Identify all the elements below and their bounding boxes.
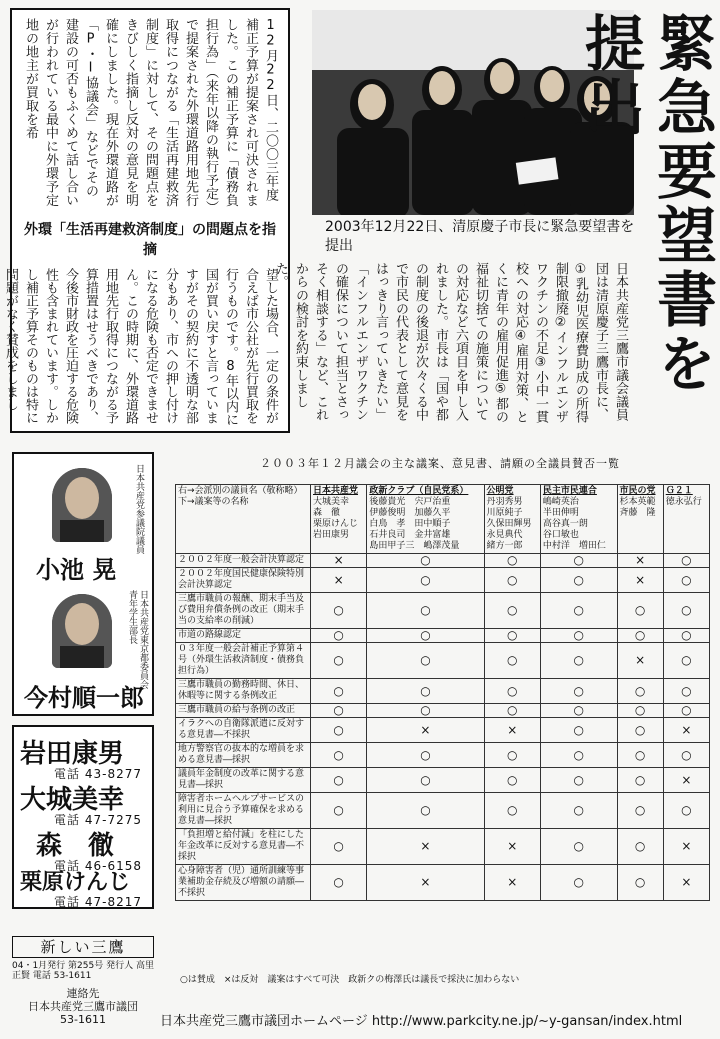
vote-cell: ○ [311,704,367,718]
footer-homepage: 日本共産党三鷹市議団ホームページ http://www.parkcity.ne.jp/~y-gansan/index.html [160,1014,683,1029]
bill-name: ２００２年度国民健康保険特別会計決算認定 [176,568,311,593]
vote-cell: × [663,718,709,743]
table-row [176,829,710,865]
vote-cell: × [367,718,484,743]
party-members: 大城美幸 森 徹 栗原けんじ 岩田康男 [313,497,359,540]
party-name: 市民の党 [619,486,656,496]
table-row [176,593,710,629]
party-members: 徳永弘行 [665,497,702,507]
vote-cell: ○ [484,568,540,593]
vote-cell: × [617,643,663,679]
vote-cell: ○ [311,718,367,743]
bill-name: 市道の路線認定 [176,629,311,643]
member-tel: 電話 46-6158 [54,859,142,873]
vote-cell: ○ [367,593,484,629]
party-column-header [311,485,367,554]
bill-name: ２００２年度一般会計決算認定 [176,554,311,568]
table-legend: ○は賛成 ×は反対 議案はすべて可決 政新クの梅澤氏は議長で採決に加わらない [180,975,520,985]
vote-cell: ○ [367,643,484,679]
vote-cell: ○ [540,568,617,593]
vote-cell: × [311,568,367,593]
vote-cell: ○ [663,554,709,568]
table-title: ２００３年１２月議会の主な議案、意見書、請願の全議員賛否一覧 [260,457,620,470]
vote-cell: ○ [540,743,617,768]
member-name: 森 徹 [36,831,115,861]
members-box [12,725,154,909]
party-name: 公明党 [486,486,514,496]
vote-cell: ○ [367,768,484,793]
bill-name: 三鷹市職員の給与条例の改正 [176,704,311,718]
vote-cell: × [617,568,663,593]
vote-cell: ○ [367,793,484,829]
party-column-header [617,485,663,554]
vote-cell: ○ [540,793,617,829]
party-members: 丹羽秀男 川原純子 久保田輝男 永見典代 緒方一郎 [486,497,532,551]
vote-cell: ○ [617,793,663,829]
member-name: 大城美幸 [20,785,125,815]
vote-cell: ○ [484,643,540,679]
vote-cell: ○ [484,679,540,704]
member-name: 岩田康男 [20,739,125,769]
vote-cell: ○ [540,554,617,568]
issue-info: 04・1月発行 第255号 発行人 高里正賢 電話 53-1611 [12,961,154,981]
vote-cell: × [311,554,367,568]
vote-cell: ○ [663,793,709,829]
bill-name: 障害者ホームヘルプサービスの利用に見合う予算確保を求める意見書―採択 [176,793,311,829]
party-column-header [663,485,709,554]
vote-cell: ○ [311,643,367,679]
vote-cell: × [617,554,663,568]
vote-cell: ○ [311,865,367,901]
vote-cell: ○ [540,718,617,743]
table-row [176,679,710,704]
vote-cell: ○ [663,643,709,679]
table-header-row [176,485,710,554]
table-row [176,568,710,593]
bill-name: イラクへの自衛隊派遣に反対する意見書―不採択 [176,718,311,743]
party-members: 杉本英範 斉藤 隆 [619,497,656,518]
member-name: 栗原けんじ [20,869,131,895]
table-row [176,704,710,718]
vote-cell: ○ [617,768,663,793]
candidate-name: 小池 晃 [36,556,117,584]
table-row [176,768,710,793]
party-members: 嶋崎英治 半田伸明 高谷真一朗 谷口敏也 中村洋 増田仁 [542,497,606,551]
vote-cell: ○ [617,593,663,629]
vote-cell: ○ [540,679,617,704]
bill-name: 三鷹市職員の報酬、期末手当及び費用弁償条例の改正（期末手当の支給率の削減） [176,593,311,629]
table-row [176,793,710,829]
vote-cell: ○ [367,629,484,643]
candidate-title: 日本共産党東京都委員会青年学生部長 [127,590,148,689]
member-tel: 電話 43-8277 [54,767,142,781]
vote-cell: × [663,768,709,793]
vote-cell: ○ [311,593,367,629]
vote-cell: ○ [617,829,663,865]
vote-cell: ○ [663,704,709,718]
vote-cell: ○ [311,679,367,704]
bill-name: 三鷹市職員の勤務時間、休日、休暇等に関する条例改正 [176,679,311,704]
party-column-header [540,485,617,554]
vote-cell: ○ [311,629,367,643]
table-row [176,865,710,901]
vote-cell: ○ [540,593,617,629]
vote-cell: × [367,829,484,865]
vote-cell: ○ [540,829,617,865]
vote-cell: ○ [311,829,367,865]
vote-cell: ○ [663,593,709,629]
vote-cell: ○ [617,743,663,768]
vote-cell: ○ [484,593,540,629]
table-row [176,718,710,743]
vote-cell: ○ [367,679,484,704]
vote-cell: ○ [540,643,617,679]
vote-cell: × [663,829,709,865]
vote-cell: ○ [663,568,709,593]
party-name: Ｇ２１ [665,486,693,496]
vote-cell: ○ [663,743,709,768]
party-column-header [484,485,540,554]
party-name: 日本共産党 [313,486,359,496]
party-members: 後藤貴光 宍戸治重 伊藤俊明 加藤久平 白鳥 孝 田中順子 石井良司 金井富雄 島田甲子三 嶋澤茂量 [369,497,460,551]
vote-cell: ○ [484,629,540,643]
candidates-box [12,452,154,716]
vote-cell: ○ [484,704,540,718]
vote-cell: ○ [663,679,709,704]
vote-cell: × [484,829,540,865]
candidate-photo [52,468,112,542]
vote-cell: ○ [367,568,484,593]
bill-name: ０３年度一般会計補正予算第４号（外環生活救済制度・債務負担行為） [176,643,311,679]
table-row [176,554,710,568]
paper-title: 新しい三鷹 [12,936,154,958]
vote-cell: ○ [617,679,663,704]
vote-cell: ○ [367,554,484,568]
candidate-photo [52,594,112,668]
vote-cell: ○ [367,743,484,768]
main-article-body: 日本共産党三鷹市議会議員団は清原慶子三鷹市長に、①乳幼児医療費助成の所得制限撤廃②インフルエンザワクチンの不足③小中一貫校への対応④雇用対策、とくに青年の雇用促進⑤都の福祉切捨ての施策についての対応など六項目を申し入れました。市長は「国や都の制度の後退が次々くる中で市民の代表として意見をはっきり言っていきたい」「インフルエンザワクチンの確保について担当とさっそく相談する」など、これからの検討を約束しました。 [273,262,628,424]
party-name: 民主市民連合 [542,486,597,496]
table-row [176,629,710,643]
vote-cell: × [484,865,540,901]
vote-cell: ○ [311,768,367,793]
vote-cell: ○ [540,865,617,901]
vote-table [175,484,710,901]
vote-cell: ○ [540,629,617,643]
table-row [176,643,710,679]
candidate-name: 今村順一郎 [24,684,144,712]
headline: 緊急要望書を提出 [575,12,717,396]
vote-cell: ○ [311,743,367,768]
vote-cell: ○ [617,704,663,718]
vote-cell: ○ [663,629,709,643]
vote-cell: ○ [311,793,367,829]
photo-caption: 2003年12月22日、清原慶子市長に緊急要望書を提出 [325,219,635,254]
bill-name: 「負担増と給付減」を柱にした年金改革に反対する意見書―不採択 [176,829,311,865]
table-row [176,743,710,768]
vote-cell: ○ [617,718,663,743]
vote-cell: ○ [484,793,540,829]
article-heading: 外環「生活再建救済制度」の問題点を指摘 [24,222,276,258]
vote-cell: × [367,865,484,901]
vote-cell: ○ [617,629,663,643]
member-tel: 電話 47-8217 [54,895,142,909]
vote-cell: ○ [540,704,617,718]
vote-cell: × [663,865,709,901]
header-corner: 右→会派別の議員名（敬称略） 下→議案等の名称 [176,485,311,554]
article-box-gaikan [3,8,290,433]
bill-name: 地方警察官の抜本的な増員を求める意見書―採択 [176,743,311,768]
vote-cell: ○ [484,554,540,568]
contact-info: 連絡先 日本共産党三鷹市議団 53-1611 [28,987,138,1026]
vote-cell: ○ [367,704,484,718]
party-column-header [367,485,484,554]
bill-name: 心身障害者（児）通所訓練等事業補助金存続及び増額の請願―不採択 [176,865,311,901]
vote-cell: ○ [540,768,617,793]
vote-cell: × [484,718,540,743]
bill-name: 議員年金制度の改革に関する意見書―採択 [176,768,311,793]
member-tel: 電話 47-7275 [54,813,142,827]
article-body-2: 望した場合、一定の条件が合えば市公社が先行買取を行うものです。8年以内に国が買い戻すと言っていますがその契約に不透明な部分もあり、市への押し付けになる危険も否定できません。この時期に、外環道路用地先行取得につながる予算措置はせうべきであり、今後市財政を圧迫する危険性も含まれています。しかし補正予算そのものは特に問題がなく賛成をしまし [3,268,278,426]
vote-cell: ○ [484,743,540,768]
candidate-title: 日本共産党参議院議員 [134,464,144,554]
article-body-1: 12月22日、二〇〇三年度補正予算が提案され可決されました。この補正予算に「債務負担行為」（来年以降の執行予定）で提案された外環道路用地先行取得につながる「生活再建救済制度」に対して、その問題点をきびしく指摘し反対の意見を明確にしました。現在外環道路が「P・I協議会」などでその建設の可否もふくめて話し合いが行われている最中に外環予定地の地主が買取を希 [23,18,278,208]
vote-cell: ○ [617,865,663,901]
vote-cell: ○ [484,768,540,793]
party-name: 政新クラブ（自民党系） [369,486,469,496]
